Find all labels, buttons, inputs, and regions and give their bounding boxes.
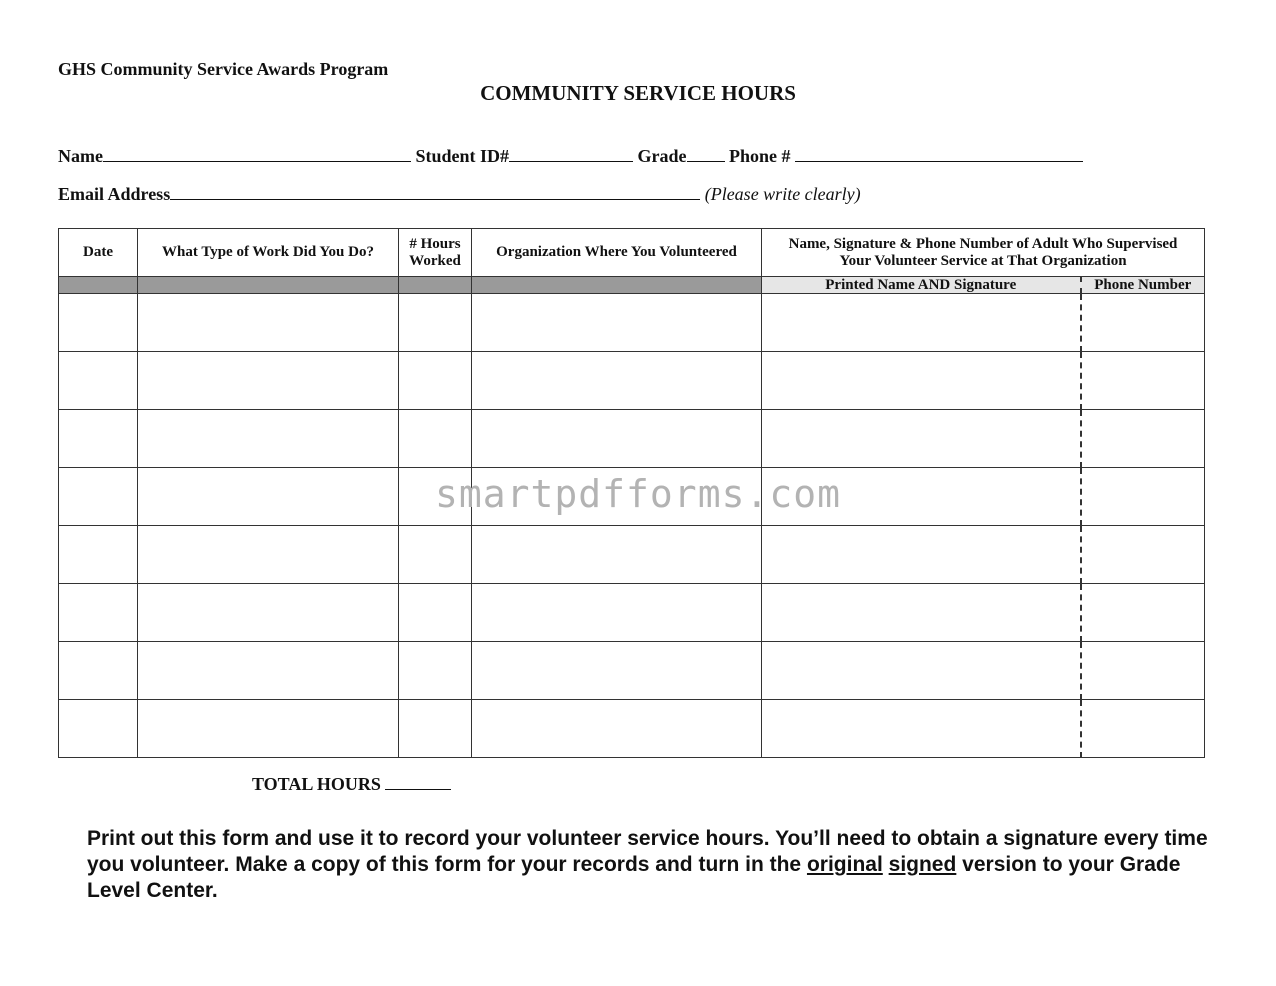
watermark: smartpdfforms.com — [435, 472, 841, 516]
total-hours-label: TOTAL HOURS — [252, 774, 381, 794]
program-name: GHS Community Service Awards Program — [58, 59, 389, 79]
hours-cell[interactable] — [399, 410, 472, 468]
total-hours-field[interactable] — [385, 771, 451, 790]
subcol-phone-number: Phone Number — [1081, 277, 1205, 294]
work-type-cell[interactable] — [138, 294, 399, 352]
name-field[interactable] — [103, 143, 411, 162]
form-title: COMMUNITY SERVICE HOURS — [480, 81, 796, 105]
organization-cell[interactable] — [472, 352, 762, 410]
phone-cell[interactable] — [1081, 294, 1205, 352]
name-label: Name — [58, 146, 103, 166]
instructions — [87, 826, 1227, 904]
hours-cell[interactable] — [399, 584, 472, 642]
work-type-cell[interactable] — [138, 526, 399, 584]
col-organization: Organization Where You Volunteered — [472, 229, 762, 277]
email-label: Email Address — [58, 184, 171, 204]
phone-cell[interactable] — [1081, 410, 1205, 468]
date-cell[interactable] — [59, 700, 138, 758]
student-id-field[interactable] — [509, 143, 633, 162]
phone-cell[interactable] — [1081, 352, 1205, 410]
organization-cell[interactable] — [472, 700, 762, 758]
hours-cell[interactable] — [399, 352, 472, 410]
organization-cell[interactable] — [472, 584, 762, 642]
table-row — [59, 526, 1205, 584]
phone-cell[interactable] — [1081, 642, 1205, 700]
shade-cell — [472, 277, 762, 294]
organization-cell[interactable] — [472, 294, 762, 352]
table-header-row — [59, 229, 1205, 277]
phone-cell[interactable] — [1081, 526, 1205, 584]
col-hours — [399, 229, 472, 277]
organization-cell[interactable] — [472, 410, 762, 468]
col-supervisor-line1: Name, Signature & Phone Number of Adult Who Supervised — [788, 235, 1178, 252]
signature-cell[interactable] — [762, 526, 1081, 584]
table-subheader-row — [59, 277, 1205, 294]
shade-cell — [138, 277, 399, 294]
phone-cell[interactable] — [1081, 700, 1205, 758]
work-type-cell[interactable] — [138, 642, 399, 700]
organization-cell[interactable] — [472, 642, 762, 700]
grade-field[interactable] — [687, 143, 725, 162]
table-row — [59, 294, 1205, 352]
work-type-cell[interactable] — [138, 584, 399, 642]
phone-field[interactable] — [795, 143, 1083, 162]
hours-cell[interactable] — [399, 526, 472, 584]
date-cell[interactable] — [59, 526, 138, 584]
table-row — [59, 700, 1205, 758]
email-note: (Please write clearly) — [704, 184, 861, 204]
student-info-line — [58, 143, 1083, 167]
signature-cell[interactable] — [762, 700, 1081, 758]
instructions-text-end: version to your Grade Level Center. — [87, 853, 1181, 902]
work-type-cell[interactable] — [138, 700, 399, 758]
hours-cell[interactable] — [399, 700, 472, 758]
phone-label: Phone # — [729, 146, 791, 166]
email-line — [58, 181, 861, 205]
instructions-text: Print out this form and use it to record your volunteer service hours. You’ll need to obtain a signature every time you volunteer. Make a copy of this form for your records and turn in the — [87, 827, 1208, 876]
shade-cell — [399, 277, 472, 294]
shade-cell — [59, 277, 138, 294]
signature-cell[interactable] — [762, 410, 1081, 468]
date-cell[interactable] — [59, 352, 138, 410]
date-cell[interactable] — [59, 642, 138, 700]
col-supervisor-line2: Your Volunteer Service at That Organization — [839, 252, 1127, 269]
grade-label: Grade — [637, 146, 687, 166]
work-type-cell[interactable] — [138, 352, 399, 410]
hours-cell[interactable] — [399, 642, 472, 700]
subcol-printed-name: Printed Name AND Signature — [762, 277, 1081, 294]
instructions-original: original — [806, 853, 883, 876]
student-id-label: Student ID# — [415, 146, 510, 166]
signature-cell[interactable] — [762, 352, 1081, 410]
table-row — [59, 410, 1205, 468]
email-field[interactable] — [170, 181, 700, 200]
col-hours-line2: Worked — [409, 252, 461, 269]
col-hours-line1: # Hours — [409, 235, 461, 252]
table-row — [59, 584, 1205, 642]
table-row — [59, 642, 1205, 700]
date-cell[interactable] — [59, 294, 138, 352]
work-type-cell[interactable] — [138, 410, 399, 468]
total-hours-line — [252, 771, 451, 795]
col-supervisor — [762, 229, 1205, 277]
phone-cell[interactable] — [1081, 584, 1205, 642]
instructions-signed: signed — [888, 853, 957, 876]
signature-cell[interactable] — [762, 642, 1081, 700]
date-cell[interactable] — [59, 584, 138, 642]
signature-cell[interactable] — [762, 294, 1081, 352]
col-work-type: What Type of Work Did You Do? — [138, 229, 399, 277]
organization-cell[interactable] — [472, 526, 762, 584]
hours-cell[interactable] — [399, 294, 472, 352]
signature-cell[interactable] — [762, 584, 1081, 642]
date-cell[interactable] — [59, 410, 138, 468]
table-row — [59, 352, 1205, 410]
col-date: Date — [59, 229, 138, 277]
